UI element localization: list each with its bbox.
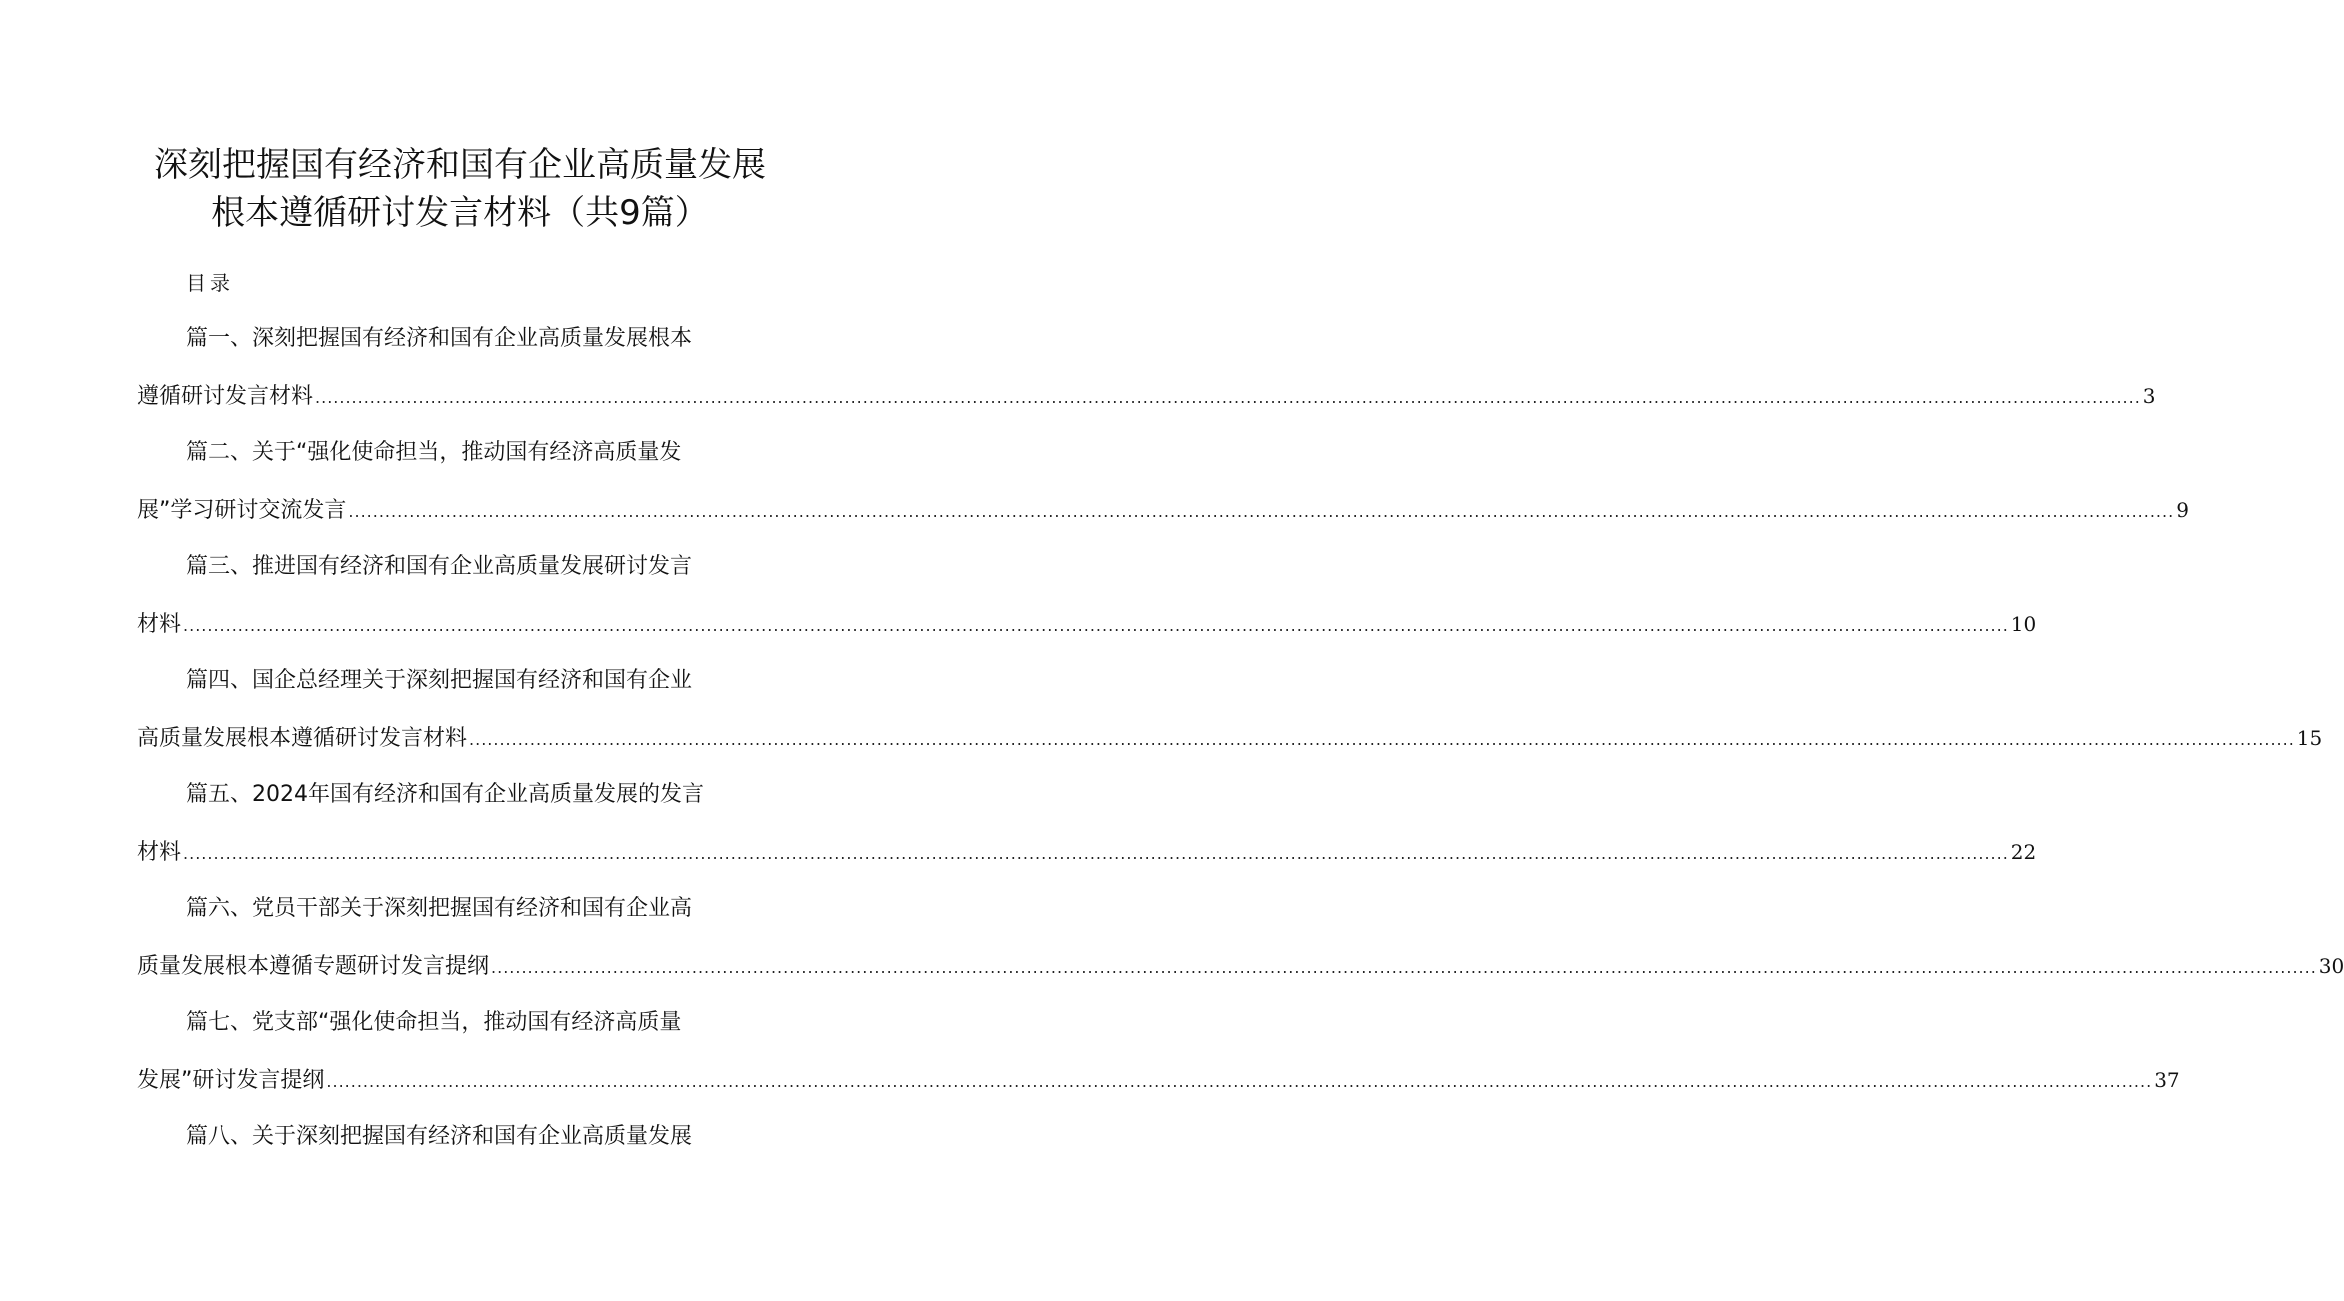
toc-entry-title-continuation: 高质量发展根本遵循研讨发言材料: [137, 726, 468, 751]
toc-page-number: 10: [2010, 612, 2037, 636]
toc-entry-title-line[interactable]: 篇二、关于“强化使命担当，推动国有经济高质量发: [186, 440, 682, 465]
toc-page-number: 30: [2318, 954, 2344, 978]
toc-entry-continuation-line[interactable]: [137, 1066, 2180, 1096]
toc-entry-title-continuation: 质量发展根本遵循专题研讨发言提纲: [137, 954, 490, 979]
toc-entry-continuation-line[interactable]: [137, 382, 2156, 412]
toc-dot-leader: ............................................................................................................................................................................................................................................................................................................: [469, 730, 2295, 749]
toc-entry-title-continuation: 材料: [137, 612, 182, 637]
document-title-line-1: 深刻把握国有经济和国有企业高质量发展: [154, 145, 766, 185]
toc-entry-title-line[interactable]: 篇七、党支部“强化使命担当，推动国有经济高质量: [186, 1010, 682, 1035]
toc-entry-title-line[interactable]: 篇八、关于深刻把握国有经济和国有企业高质量发展: [186, 1124, 693, 1149]
toc-page-number: 37: [2154, 1068, 2180, 1092]
toc-entry-title-line[interactable]: 篇六、党员干部关于深刻把握国有经济和国有企业高: [186, 896, 693, 921]
toc-entry-title-continuation: 材料: [137, 840, 182, 865]
toc-entry-title-continuation: 展”学习研讨交流发言: [137, 498, 347, 523]
toc-page-number: 15: [2296, 726, 2323, 750]
toc-entry-continuation-line[interactable]: [137, 610, 2037, 640]
toc-page-number: 9: [2176, 498, 2189, 522]
toc-dot-leader: ............................................................................................................................................................................................................................................................................................................: [348, 502, 2175, 521]
toc-dot-leader: ............................................................................................................................................................................................................................................................................................................: [183, 844, 2009, 863]
toc-entry-continuation-line[interactable]: [137, 952, 2344, 982]
toc-entry-continuation-line[interactable]: [137, 724, 2323, 754]
toc-entry-title-line[interactable]: 篇三、推进国有经济和国有企业高质量发展研讨发言: [186, 554, 693, 579]
toc-entry-title-line[interactable]: 篇一、深刻把握国有经济和国有企业高质量发展根本: [186, 326, 693, 351]
document-title-line-2: 根本遵循研讨发言材料（共9篇）: [211, 193, 709, 233]
toc-entry-title-line[interactable]: 篇五、2024年国有经济和国有企业高质量发展的发言: [186, 782, 704, 807]
toc-dot-leader: ............................................................................................................................................................................................................................................................................................................: [491, 958, 2317, 977]
toc-entry-title-continuation: 发展”研讨发言提纲: [137, 1068, 325, 1093]
toc-dot-leader: ............................................................................................................................................................................................................................................................................................................: [183, 616, 2009, 635]
toc-dot-leader: ............................................................................................................................................................................................................................................................................................................: [315, 388, 2141, 407]
toc-entry-title-line[interactable]: 篇四、国企总经理关于深刻把握国有经济和国有企业: [186, 668, 693, 693]
toc-entry-continuation-line[interactable]: [137, 496, 2189, 526]
toc-dot-leader: ............................................................................................................................................................................................................................................................................................................: [326, 1072, 2153, 1091]
toc-entry-continuation-line[interactable]: [137, 838, 2037, 868]
toc-page-number: 3: [2142, 384, 2156, 408]
toc-label: 目录: [186, 271, 234, 295]
toc-page-number: 22: [2010, 840, 2037, 864]
toc-entry-title-continuation: 遵循研讨发言材料: [137, 384, 314, 409]
